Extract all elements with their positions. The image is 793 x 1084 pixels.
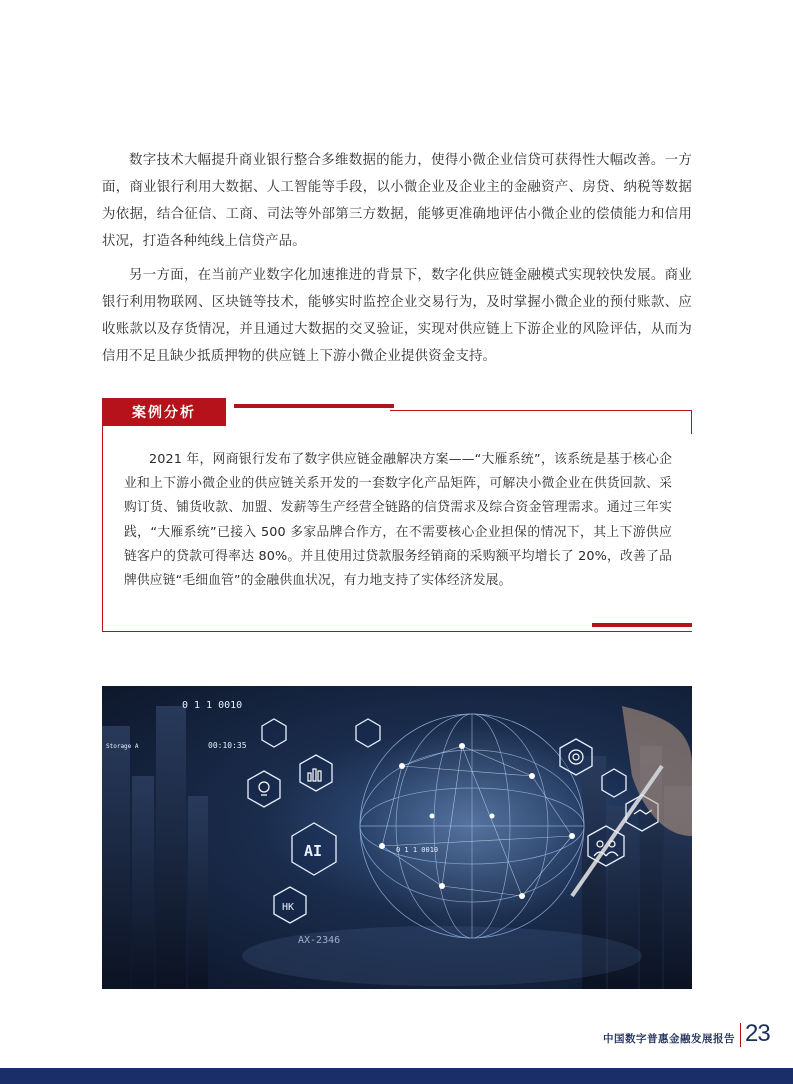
bottom-band <box>0 1068 793 1084</box>
case-border-left <box>102 426 103 632</box>
case-study-text: 2021 年，网商银行发布了数字供应链金融解决方案——“大雁系统”，该系统是基于核心企业和上下游小微企业的供应链关系开发的一套数字化产品矩阵，可解决小微企业在供货回款、采购订货、铺货收款、加盟、发薪等生产经营全链路的信贷需求及综合资金管理需求。通过三年实践，“大雁系统”已接入 500 多家品牌合作方，在不需要核心企业担保的情况下，其上下游供应链客户的贷款可得率达 80%。并且使用过贷款服务经销商的采购额平均增长了 20%，改善了品牌供应链“毛细血管”的金融供血状况，有力地支持了实体经济发展。 <box>124 452 672 589</box>
case-border-accent-top <box>234 404 394 408</box>
case-border-bottom <box>102 631 692 632</box>
body-paragraph-1: 数字技术大幅提升商业银行整合多维数据的能力，使得小微企业信贷可获得性大幅改善。一方面，商业银行利用大数据、人工智能等手段，以小微企业及企业主的金融资产、房贷、纳税等数据为依据，结合征信、工商、司法等外部第三方数据，能够更准确地评估小微企业的偿债能力和信用状况，打造各种纯线上信贷产品。 <box>102 153 692 249</box>
binary-label: 0 1 1 0010 <box>182 700 243 711</box>
lightbulb-hexagon <box>248 771 280 807</box>
footer-separator <box>740 1023 741 1047</box>
time-label: 00:10:35 <box>208 741 247 750</box>
network-globe-graphic <box>102 686 692 989</box>
ai-label: AI <box>304 842 323 860</box>
code-label: AX-2346 <box>298 935 341 946</box>
case-border-accent-bottom <box>592 623 692 627</box>
case-study-box <box>102 398 692 634</box>
hk-label: HK <box>282 902 295 913</box>
case-border-right <box>691 410 692 434</box>
case-study-title: 案例分析 <box>102 398 226 426</box>
body-paragraph-2: 另一方面，在当前产业数字化加速推进的背景下，数字化供应链金融模式实现较快发展。商业银行利用物联网、区块链等技术，能够实时监控企业交易行为，及时掌握小微企业的预付账款、应收账款以及存货情况，并且通过大数据的交叉验证，实现对供应链上下游企业的风险评估，从而为信用不足且缺少抵质押物的供应链上下游小微企业提供资金支持。 <box>102 268 692 364</box>
case-border-line-top <box>390 410 692 411</box>
globe-icon <box>360 714 584 938</box>
page-number: 23 <box>745 1020 770 1047</box>
binary-label-2: 0 1 1 0010 <box>396 846 439 854</box>
digital-finance-illustration <box>102 686 692 989</box>
report-title: 中国数字普惠金融发展报告 <box>603 1033 735 1045</box>
storage-label: Storage A <box>106 743 139 750</box>
